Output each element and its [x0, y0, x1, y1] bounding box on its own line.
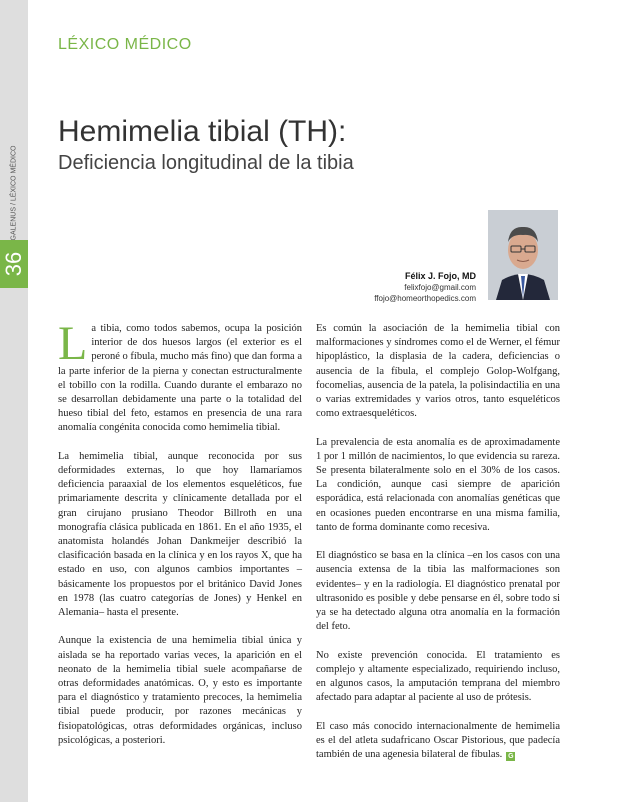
article-subtitle: Deficiencia longitudinal de la tibia [58, 152, 354, 174]
sidebar [0, 0, 28, 802]
column-right [316, 322, 560, 776]
paragraph: No existe prevención conocida. El tratamiento es complejo y altamente especializado, requiriendo incluso, en algunos casos, la amputación temprana del miembro afectado para adaptar al paciente al uso de prótesis. [316, 649, 560, 704]
author-name: Félix J. Fojo, MD [404, 271, 476, 281]
paragraph: La tibia, como todos sabemos, ocupa la posición interior de dos huesos largos (el exterior es el peroné o fíbula, mucho más fino) que dan forma a la parte inferior de la pierna y conectan estructuralmente el tobillo con la rodilla. Cuando durante el embarazo no se desarrollan debidamente una parte o la totalidad del hueso tibial del feto, estamos en presencia de una rara anomalía congénita conocida como hemimelia tibial. [58, 317, 302, 434]
paragraph: Aunque la existencia de una hemimelia tibial única y aislada se ha reportado varias veces, la aparición en el neonato de la hemimelia tibial suele acompañarse de otras deformidades anatómicas. O, y esto es importante para el diagnóstico y tratamiento precoces, la hemimelia tibial puede producir, por razones mecánicas y fisiopatológicas, otras deformidades orgánicas, incluso psicológicas, a posteriori. [58, 635, 302, 746]
drop-cap: L [58, 317, 88, 370]
article-title: Hemimelia tibial (TH): [58, 115, 347, 148]
paragraph: La prevalencia de esta anomalía es de aproximadamente 1 por 1 millón de nacimientos, lo que evidencia su rareza. Se presenta bilateralmente solo en el 30% de los casos. La condición, aunque casi siempre de aparición esporádica, está relacionada con anomalías genéticas que en ocasiones pueden encontrarse en una misma familia, tanto de forma dominante como recesiva. [316, 436, 560, 533]
section-label: LÉXICO MÉDICO [58, 36, 192, 53]
page-number: 36 [0, 251, 26, 277]
author-block [374, 270, 476, 304]
paragraph: Es común la asociación de la hemimelia tibial con malformaciones y síndromes como el de Werner, el fémur hipoplástico, la displasia de la cadera, deficiencias o ausencia de la fíbula, el complejo Golop-Wolfgang, focomelias, ausencia de la patela, la polisindactilia en una o varias extremidades y varios otros, tanto esqueléticos como extraesqueléticos. [316, 323, 560, 420]
end-mark-icon: G [508, 753, 514, 761]
author-email: felixfojo@gmail.com [404, 283, 476, 292]
author-portrait-icon [488, 210, 558, 300]
paragraph: El diagnóstico se basa en la clínica –en los casos con una ausencia extensa de la tibia las malformaciones son evidentes– y en la radiología. El diagnóstico prenatal por ultrasonido es posible y debe pensarse en él, sobre todo si ya se ha detectado alguna otra anomalía en la formación del feto. [316, 550, 560, 633]
paragraph: La hemimelia tibial, aunque reconocida por sus deformidades externas, lo que hoy llamaríamos deficiencia paraaxial de los elementos esqueléticos, fue primariamente descrita y clínicamente detallada por el gran cirujano prusiano Theodor Billroth en una monografía clásica publicada en 1861. En el año 1935, el anatomista holandés Johan Dankmeijer describió la clasificación basada en la clínica y en los rayos X, que ha estado en uso, con algunos cambios importantes – básicamente los propuestos por el británico David Jones en 1978 (las cuatro categorías de Jones) y Henkel en Alemania– hasta el presente. [58, 450, 302, 619]
author-photo [488, 210, 558, 300]
column-left [58, 317, 302, 762]
paragraph: El caso más conocido internacionalmente de hemimelia es el del atleta sudafricano Oscar Pistorious, que padecía también de una agenesia bilateral de fíbulas. G [316, 720, 560, 761]
journal-label: GALENUS / LÉXICO MÉDICO [10, 145, 18, 241]
author-email: ffojo@homeorthopedics.com [374, 294, 476, 303]
